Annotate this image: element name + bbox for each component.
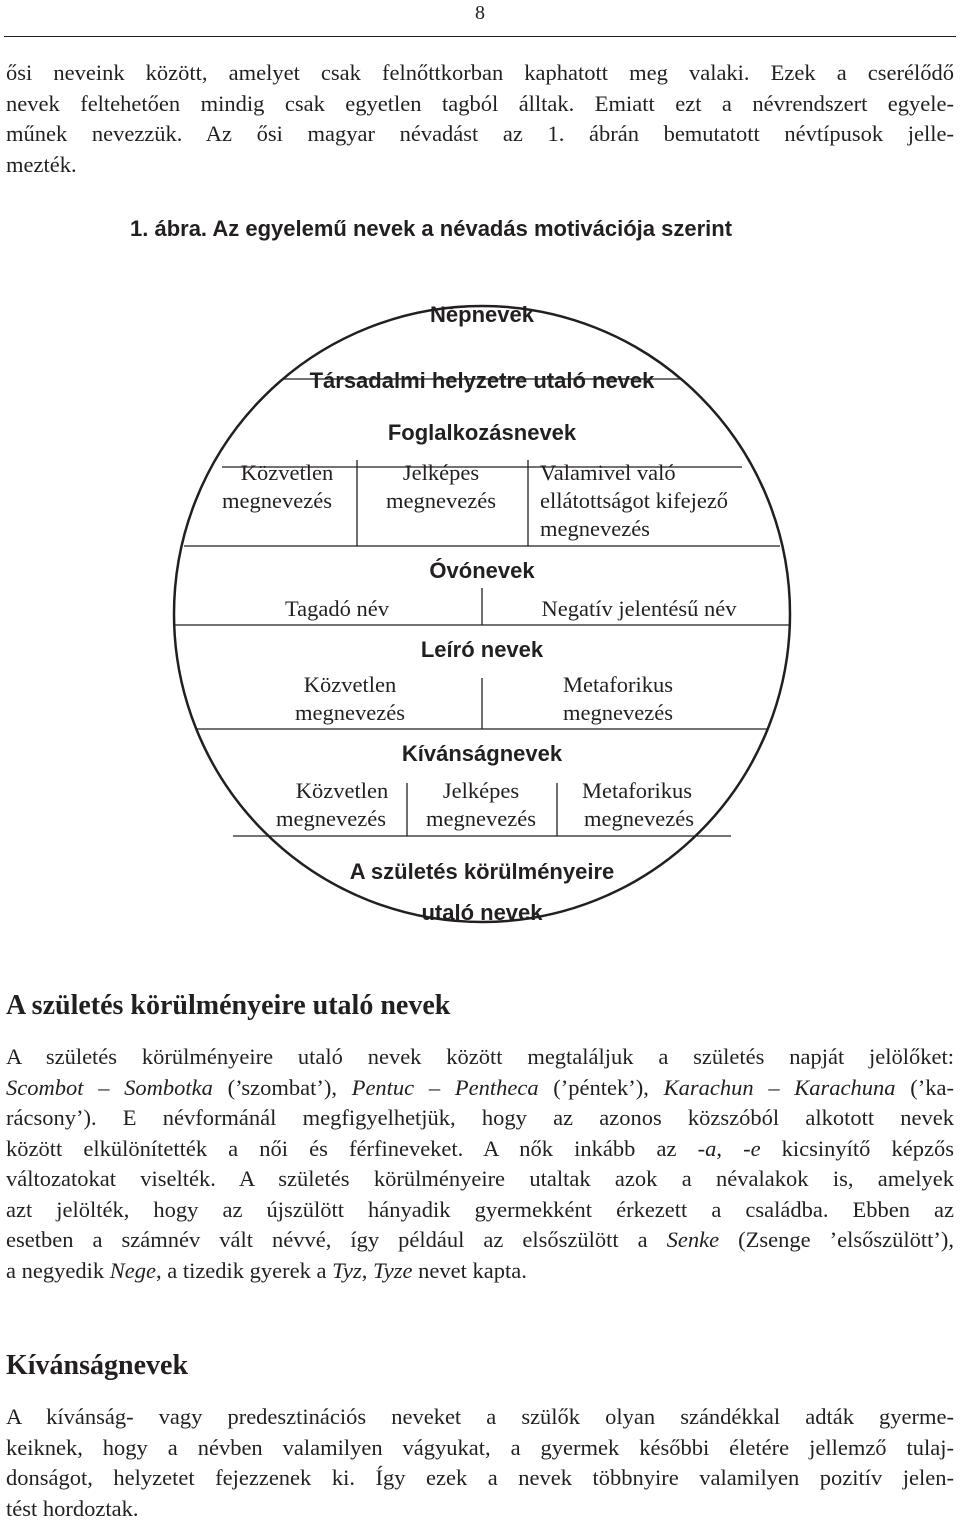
page-number: 8: [0, 2, 960, 25]
text-line: donságot, helyzetet fejezzenek ki. Így ezek a nevek többnyire valamilyen pozitív jelen-: [6, 1463, 954, 1494]
foglalkozasnevek-label: Foglalkozásnevek: [388, 420, 577, 445]
italic-term: -e: [743, 1136, 760, 1161]
cell-text: Jelképes: [403, 460, 479, 485]
text-line: rácsony’). E névformánál megfigyelhetjük, hogy az azonos közszóból alkotott nevek: [6, 1103, 954, 1134]
ovonevek-label: Óvónevek: [429, 558, 535, 583]
cell-text: Közvetlen: [241, 460, 333, 485]
name-type-diagram: [0, 280, 960, 960]
figure-caption: 1. ábra. Az egyelemű nevek a névadás motivációja szerint: [130, 216, 732, 242]
text-line: ősi neveink között, amelyet csak felnőttkorban kaphatott meg valaki. Ezek a cserélődő: [6, 58, 954, 89]
intro-paragraph: [6, 58, 954, 180]
text-line: esetben a számnév vált névvé, így például az elsőszülött a Senke (Zsenge ’elsőszülött’),: [6, 1225, 954, 1256]
italic-term: -a: [698, 1136, 717, 1161]
italic-term: Tyz: [332, 1258, 362, 1283]
italic-term: Tyze: [373, 1258, 413, 1283]
header-rule: [4, 36, 956, 37]
italic-term: Nege: [110, 1258, 156, 1283]
text-line: között elkülönítették a női és férfineveket. A nők inkább az -a, -e kicsinyítő képzős: [6, 1134, 954, 1165]
szuletes-label: utaló nevek: [421, 900, 543, 925]
cell-text: Valamivel való: [540, 460, 676, 485]
cell-text: megnevezés: [540, 516, 650, 541]
cell-text: Negatív jelentésű név: [542, 596, 738, 621]
section-title-szuletes: A születés körülményeire utaló nevek: [6, 990, 450, 1022]
text-line: változatokat viselték. A születés körülményeire utaltak azok a névalakok is, amelyek: [6, 1164, 954, 1195]
text-line: tést hordoztak.: [6, 1494, 954, 1524]
text-line: A kívánság- vagy predesztinációs neveket a szülők olyan szándékkal adták gyerme-: [6, 1402, 954, 1433]
text-line: nevek feltehetően mindig csak egyetlen tagból álltak. Emiatt ezt a névrendszert egyele-: [6, 89, 954, 120]
cell-text: megnevezés: [295, 700, 405, 725]
italic-term: Pentuc – Pentheca: [352, 1075, 539, 1100]
tarsadalmi-label: Társadalmi helyzetre utaló nevek: [310, 368, 656, 393]
kivansagnevek-label: Kívánságnevek: [402, 741, 563, 766]
text-line: A születés körülményeire utaló nevek között megtaláljuk a születés napját jelölőket:: [6, 1042, 954, 1073]
italic-term: Senke: [667, 1227, 719, 1252]
szuletes-label: A születés körülményeire: [350, 859, 615, 884]
section-title-kivansag: Kívánságnevek: [6, 1350, 188, 1382]
text-line: azt jelölték, hogy az újszülött hányadik gyermekként érkezett a családba. Ebben az: [6, 1195, 954, 1226]
cell-text: megnevezés: [386, 488, 496, 513]
cell-text: Metaforikus: [582, 778, 692, 803]
cell-text: megnevezés: [276, 806, 386, 831]
cell-text: Jelképes: [443, 778, 519, 803]
leiro-nevek-label: Leíró nevek: [421, 637, 544, 662]
text-line: Scombot – Sombotka (’szombat’), Pentuc – Pentheca (’péntek’), Karachun – Karachuna (’ka-: [6, 1073, 954, 1104]
cell-text: Közvetlen: [304, 672, 396, 697]
italic-term: Scombot – Sombotka: [6, 1075, 213, 1100]
text-line: mezték.: [6, 150, 954, 181]
cell-text: Metaforikus: [563, 672, 673, 697]
text-line: keiknek, hogy a névben valamilyen vágyukat, a gyermek későbbi életére jellemző tulaj-: [6, 1433, 954, 1464]
cell-text: megnevezés: [584, 806, 694, 831]
text-line: műnek nevezzük. Az ősi magyar névadást az 1. ábrán bemutatott névtípusok jelle-: [6, 119, 954, 150]
section-paragraph: [6, 1042, 954, 1286]
section-paragraph: [6, 1402, 954, 1524]
cell-text: megnevezés: [222, 488, 332, 513]
cell-text: ellátottságot kifejező: [540, 488, 728, 513]
italic-term: Karachun – Karachuna: [664, 1075, 896, 1100]
nepnevek-label: Népnevek: [430, 302, 535, 327]
cell-text: megnevezés: [563, 700, 673, 725]
cell-text: Közvetlen: [296, 778, 388, 803]
text-line: a negyedik Nege, a tizedik gyerek a Tyz, Tyze nevet kapta.: [6, 1256, 954, 1287]
cell-text: megnevezés: [426, 806, 536, 831]
cell-text: Tagadó név: [285, 596, 390, 621]
